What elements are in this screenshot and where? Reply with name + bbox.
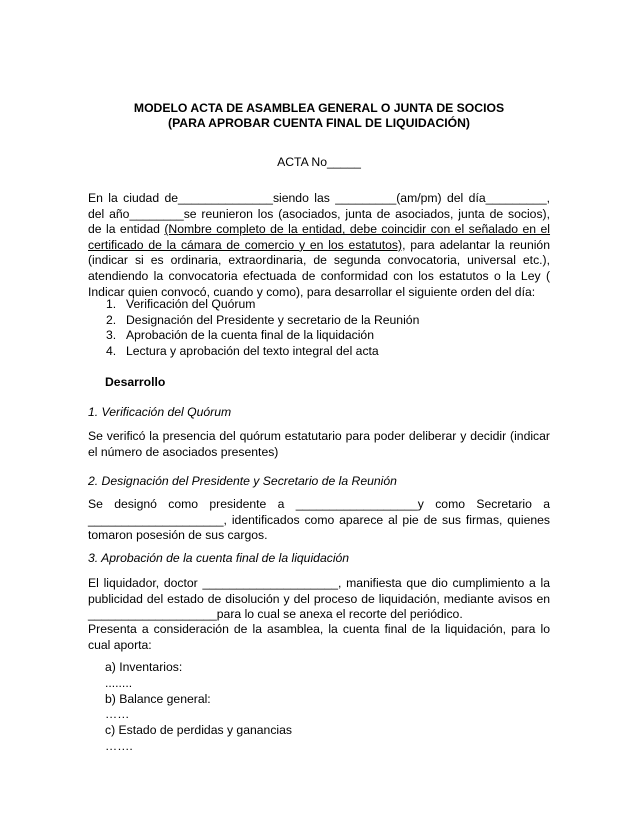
intro-underlined: (Nombre completo de la entidad, debe coincidir con el señalado en el certificado de la cámara de comercio y en los estatutos), bbox=[88, 222, 551, 252]
sublist bbox=[105, 660, 292, 755]
agenda-text: Designación del Presidente y secretario de la Reunión bbox=[126, 312, 420, 327]
agenda-text: Lectura y aprobación del texto integral del acta bbox=[126, 344, 379, 359]
sublist-label: b) Balance general: bbox=[105, 691, 211, 706]
agenda-item bbox=[88, 328, 550, 344]
section-1-heading: 1. Verificación del Quórum bbox=[88, 405, 232, 419]
section-2-text: Se designó como presidente a __________________y como Secretario a ____________________, identificados como aparece al pie de sus firmas, quienes tomaron posesión de sus cargos. bbox=[88, 497, 550, 543]
acta-number: ACTA No_____ bbox=[277, 155, 361, 169]
sublist-label: a) Inventarios: bbox=[105, 660, 183, 674]
desarrollo-heading: Desarrollo bbox=[105, 375, 166, 389]
agenda-list bbox=[88, 297, 550, 360]
agenda-num: 3. bbox=[106, 328, 117, 343]
title-line-2: (PARA APROBAR CUENTA FINAL DE LIQUIDACIÓN) bbox=[168, 116, 470, 130]
section-1-text: Se verificó la presencia del quórum estatutario para poder deliberar y decidir (indicar el número de asociados presentes) bbox=[88, 429, 550, 459]
agenda-item bbox=[88, 313, 550, 329]
intro-paragraph bbox=[88, 191, 550, 300]
agenda-item bbox=[88, 297, 550, 313]
intro-part-1: En la ciudad de______________siendo las _________(am/pm) del día_________, del año________se reunieron los (asociados, junta de asociados, junta de socios), de la entidad bbox=[88, 191, 550, 237]
agenda-text: Verificación del Quórum bbox=[126, 297, 256, 311]
sublist-dots: ........ bbox=[105, 675, 133, 690]
agenda-text: Aprobación de la cuenta final de la liquidación bbox=[126, 328, 374, 343]
agenda-item bbox=[88, 344, 550, 360]
agenda-num: 1. bbox=[106, 297, 117, 311]
agenda-num: 4. bbox=[106, 344, 117, 359]
sublist-dots: …… bbox=[105, 707, 130, 722]
agenda-num: 2. bbox=[106, 312, 117, 327]
section-3-text-2: Presenta a consideración de la asamblea, la cuenta final de la liquidación, para lo cual aporta: bbox=[88, 622, 550, 652]
title-line-1: MODELO ACTA DE ASAMBLEA GENERAL O JUNTA DE SOCIOS bbox=[133, 101, 505, 115]
sublist-label: c) Estado de perdidas y ganancias bbox=[105, 723, 292, 738]
section-3-heading: 3. Aprobación de la cuenta final de la liquidación bbox=[88, 551, 350, 565]
section-3-text-1: El liquidador, doctor ____________________, manifiesta que dio cumplimiento a la publicidad del estado de disolución y del proceso de liquidación, mediante avisos en ___________________para lo cual se anexa el recorte del periódico. bbox=[88, 576, 550, 622]
section-2-heading: 2. Designación del Presidente y Secretario de la Reunión bbox=[88, 474, 397, 488]
sublist-dots: ……. bbox=[105, 738, 133, 753]
intro-part-2: para adelantar la reunión (indicar si es ordinaria, extraordinaria, de segunda convocatoria, universal etc.), atendiendo la convocatoria efectuada de conformidad con los estatutos o la Ley ( Indicar quien convocó, cuando y como), para desarrollar el siguiente orden del día: bbox=[88, 237, 550, 299]
